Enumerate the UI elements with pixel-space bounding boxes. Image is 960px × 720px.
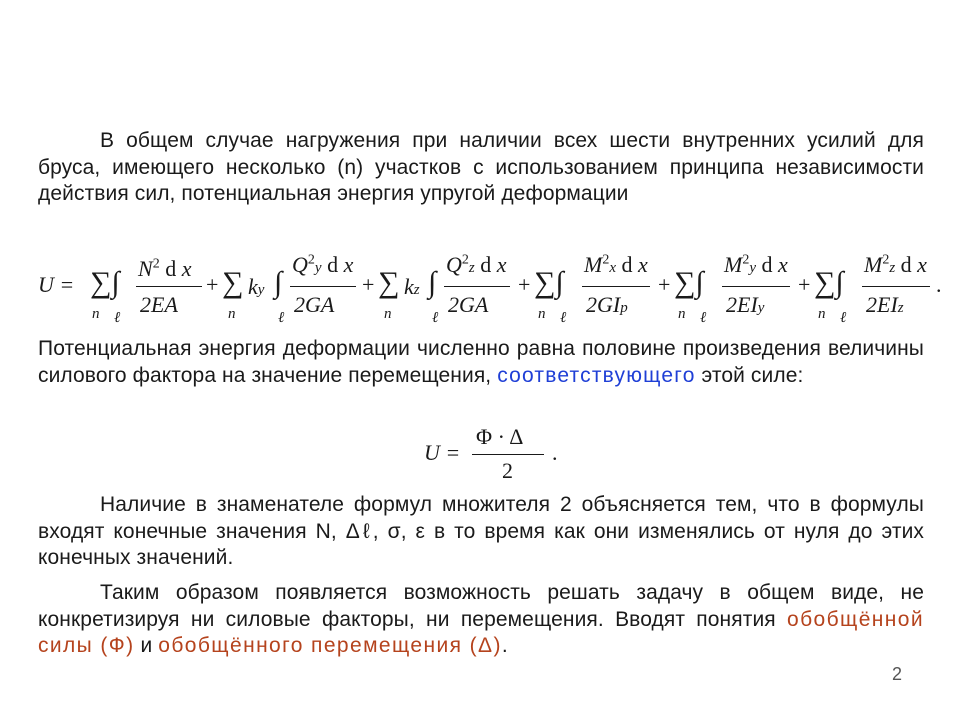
conclusion-paragraph — [38, 580, 924, 660]
sum-symbol: ∑∫ — [814, 266, 844, 299]
term-numerator: $M^2z$ d x — [864, 252, 927, 277]
sum-symbol: ∑ — [378, 266, 400, 299]
intro-text: В общем случае нагружения при наличии всех шести внутренних усилий для бруса, имеющего несколько (n) участков с использованием принципа независимости действия сил, потенциальная энергия упругой деформации — [38, 129, 924, 205]
term-numerator: $M^2y$ d x — [724, 252, 788, 277]
term-denominator: 2GA — [294, 292, 335, 317]
sum-index: n — [678, 306, 686, 322]
explanation-paragraph — [38, 492, 924, 572]
term-denominator: 2EIz — [866, 292, 904, 317]
energy-text-end: этой силе: — [701, 363, 804, 387]
formula2-numerator: Φ · Δ — [476, 424, 524, 449]
sum-symbol: ∑∫ — [90, 266, 120, 299]
sum-symbol: ∑∫ — [674, 266, 704, 299]
conjunction: и — [140, 634, 153, 657]
conclusion-period: . — [501, 634, 508, 657]
integral-index: ℓ — [278, 310, 285, 326]
integral-symbol: ∫ — [428, 266, 437, 299]
formula-period: . — [936, 272, 942, 297]
page-number: 2 — [891, 664, 902, 684]
explanation-text: Наличие в знаменателе формул множителя 2 объясняется тем, что в формулы входят конечные значения N, Δℓ, σ, ε в то время как они изменялись от нуля до этих конечных значений. — [38, 493, 924, 569]
formula2-period: . — [552, 440, 558, 465]
term-denominator: 2GIp — [586, 292, 628, 317]
sum-symbol: ∑∫ — [534, 266, 564, 299]
sum-index: n — [818, 306, 826, 322]
term-numerator: $N^2$ d x — [138, 256, 192, 281]
sum-index: n — [538, 306, 546, 322]
energy-paragraph — [38, 336, 924, 389]
integral-index: ℓ — [840, 310, 847, 326]
term-numerator: $M^2x$ d x — [584, 252, 648, 277]
integral-index: ℓ — [700, 310, 707, 326]
energy-formula — [38, 250, 942, 330]
integral-index: ℓ — [560, 310, 567, 326]
plus-sign: + — [798, 272, 811, 297]
sum-symbol: ∑ — [222, 266, 244, 299]
intro-paragraph — [38, 128, 924, 208]
plus-sign: + — [518, 272, 531, 297]
integral-index: ℓ — [432, 310, 439, 326]
conclusion-text: Таким образом появляется возможность решать задачу в общем виде, не конкретизируя ни силовые факторы, ни перемещения. Вводят понятия — [38, 581, 924, 631]
plus-sign: + — [658, 272, 671, 297]
term-denominator: 2GA — [448, 292, 489, 317]
formula2-lhs: U = — [424, 440, 461, 465]
integral-index: ℓ — [114, 310, 121, 326]
energy-text: Потенциальная энергия деформации численно равна половине произведения величины силового фактора на значение перемещения, — [38, 337, 924, 387]
formula-lhs: U = — [38, 272, 75, 297]
shear-coefficient: ky — [248, 274, 265, 299]
sum-index: n — [384, 306, 392, 322]
sum-index: n — [228, 306, 236, 322]
formula2-denominator: 2 — [502, 458, 513, 483]
shear-coefficient: kz — [404, 274, 420, 299]
plus-sign: + — [206, 272, 219, 297]
highlight-corresponding: соответствующего — [497, 363, 696, 387]
sum-index: n — [92, 306, 100, 322]
term-generalized-force: обобщённой силы (Ф) — [38, 607, 924, 657]
integral-symbol: ∫ — [274, 266, 283, 299]
term-numerator: $Q^2y$ d x — [292, 252, 354, 277]
plus-sign: + — [362, 272, 375, 297]
term-generalized-displacement: обобщённого перемещения (Δ) — [158, 634, 502, 657]
term-numerator: $Q^2z$ d x — [446, 252, 507, 277]
simple-energy-formula — [424, 422, 584, 486]
term-denominator: 2EIy — [726, 292, 765, 317]
term-denominator: 2EA — [140, 292, 178, 317]
